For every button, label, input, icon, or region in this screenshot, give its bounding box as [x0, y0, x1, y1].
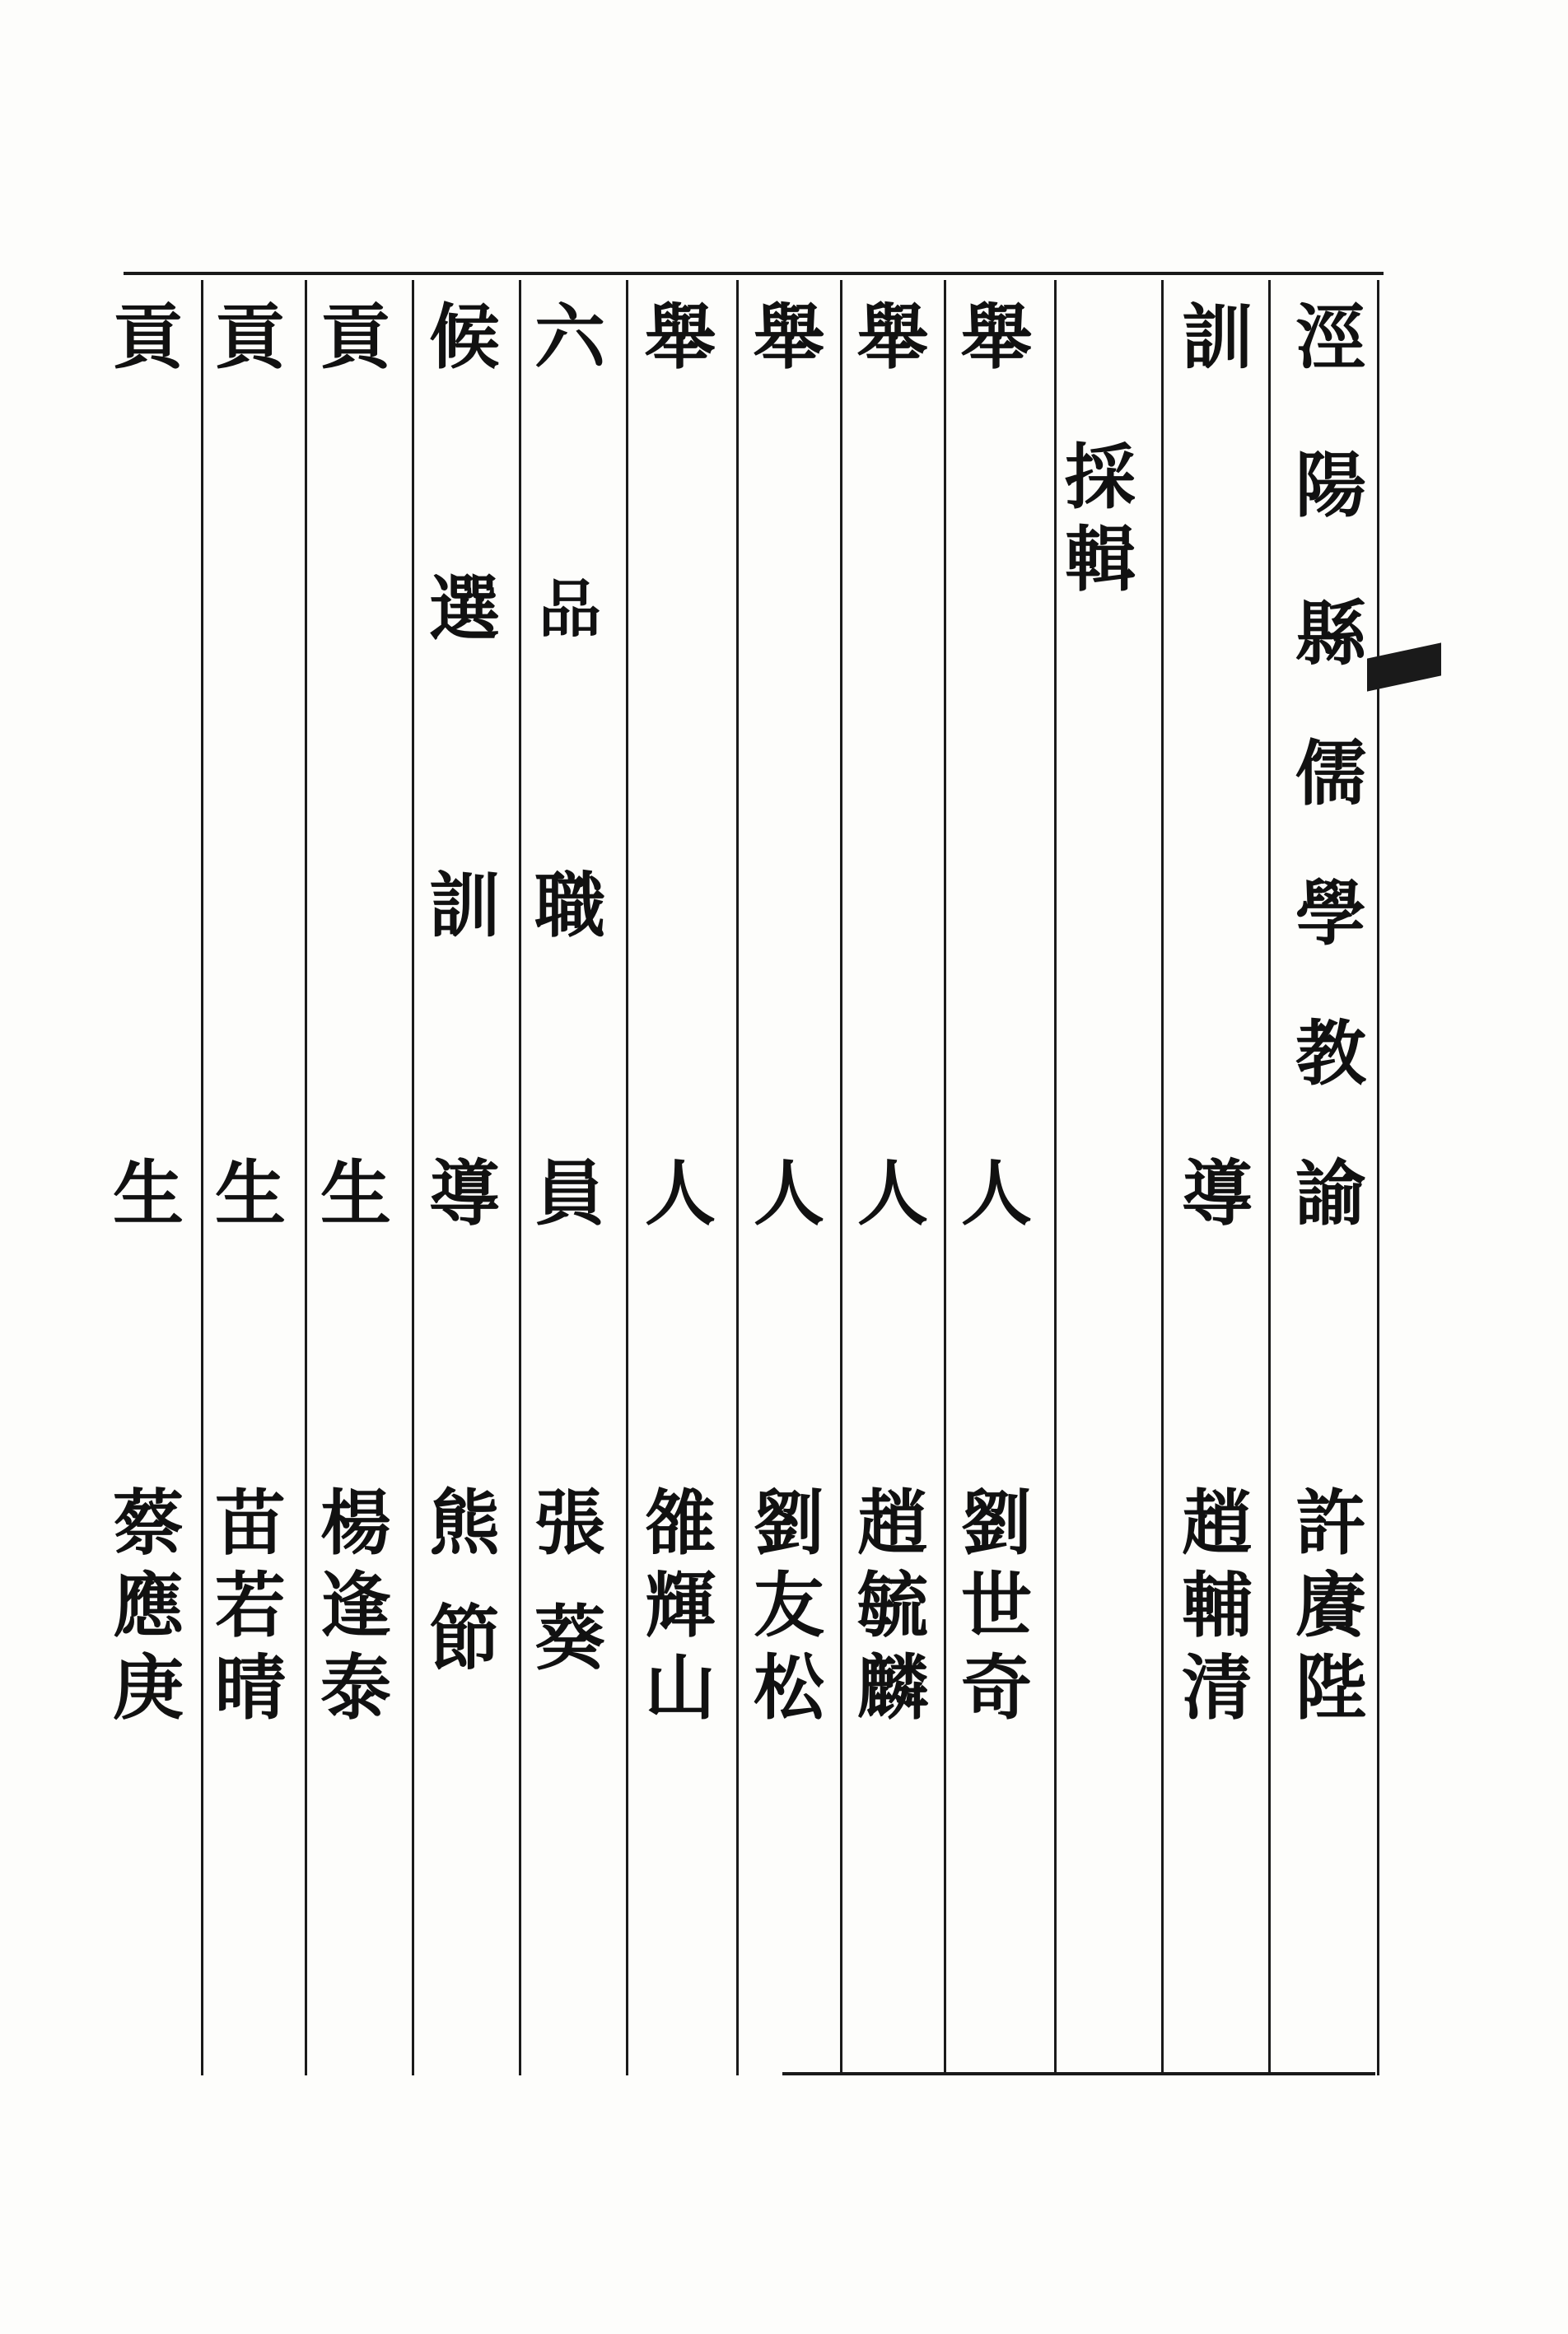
title-char: 生 [215, 1152, 286, 1235]
title-char: 品 [539, 572, 601, 646]
column-rule [201, 280, 203, 2075]
title-char: 選 [429, 567, 500, 651]
bottom-rule [782, 2072, 1375, 2075]
name-char: 友 [754, 1564, 824, 1647]
name-char: 趙 [1182, 1482, 1253, 1565]
title-char: 貢 [215, 296, 286, 379]
top-rule [124, 272, 1384, 275]
name-char: 節 [429, 1597, 500, 1680]
name-char: 熊 [429, 1482, 500, 1565]
name-char: 張 [534, 1482, 605, 1565]
name-char: 若 [215, 1564, 286, 1647]
name-char: 應 [113, 1564, 184, 1647]
title-char: 人 [961, 1152, 1032, 1235]
title-char: 舉 [754, 296, 824, 379]
title-char: 舉 [645, 296, 716, 379]
column-rule [736, 280, 739, 2075]
heading-char: 陽 [1295, 444, 1366, 527]
title-char: 導 [1182, 1152, 1253, 1235]
heading-char: 儒 [1295, 732, 1366, 815]
name-char: 奇 [961, 1646, 1032, 1729]
name-char: 松 [754, 1646, 824, 1729]
column-rule [412, 280, 414, 2075]
name-char: 許 [1295, 1482, 1366, 1565]
column-rule [944, 280, 946, 2075]
name-char: 蔡 [113, 1482, 184, 1565]
title-char: 訓 [429, 864, 500, 947]
name-char: 趙 [857, 1482, 928, 1565]
compiler-char: 輯 [1065, 518, 1136, 601]
title-char: 舉 [961, 296, 1032, 379]
name-char: 葵 [534, 1597, 605, 1680]
column-rule [626, 280, 628, 2075]
column-rule [305, 280, 307, 2075]
column-rule [1268, 280, 1271, 2075]
title-char: 人 [857, 1152, 928, 1235]
heading-char: 縣 [1295, 592, 1366, 675]
name-char: 泰 [320, 1646, 391, 1729]
name-char: 清 [1182, 1646, 1253, 1729]
name-char: 陛 [1295, 1646, 1366, 1729]
name-char: 世 [961, 1564, 1032, 1647]
title-char: 貢 [113, 296, 184, 379]
title-char: 人 [754, 1152, 824, 1235]
name-char: 晴 [215, 1646, 286, 1729]
name-char: 麟 [857, 1646, 928, 1729]
title-char: 職 [534, 864, 605, 947]
title-char: 貢 [320, 296, 391, 379]
name-char: 山 [645, 1646, 716, 1729]
title-char: 生 [113, 1152, 184, 1235]
title-char: 六 [534, 296, 605, 379]
name-char: 毓 [857, 1564, 928, 1647]
name-char: 逢 [320, 1564, 391, 1647]
name-char: 楊 [320, 1482, 391, 1565]
title-char: 候 [429, 296, 500, 379]
name-char: 雒 [645, 1482, 716, 1565]
title-char: 員 [534, 1152, 605, 1235]
compiler-char: 採 [1065, 436, 1136, 519]
column-rule [840, 280, 842, 2075]
name-char: 苗 [215, 1482, 286, 1565]
title-char: 導 [429, 1152, 500, 1235]
heading-char: 教 [1295, 1012, 1366, 1095]
name-char: 輝 [645, 1564, 716, 1647]
heading-char: 涇 [1295, 296, 1366, 379]
name-char: 庚 [113, 1646, 184, 1729]
name-char: 劉 [754, 1482, 824, 1565]
column-rule [519, 280, 521, 2075]
column-rule [1377, 280, 1379, 2075]
title-char: 人 [645, 1152, 716, 1235]
name-char: 輔 [1182, 1564, 1253, 1647]
title-char: 訓 [1182, 296, 1253, 379]
heading-char: 諭 [1295, 1152, 1366, 1235]
heading-char: 學 [1295, 872, 1366, 955]
title-char: 舉 [857, 296, 928, 379]
name-char: 賡 [1295, 1564, 1366, 1647]
column-rule [1161, 280, 1164, 2075]
title-char: 生 [320, 1152, 391, 1235]
name-char: 劉 [961, 1482, 1032, 1565]
